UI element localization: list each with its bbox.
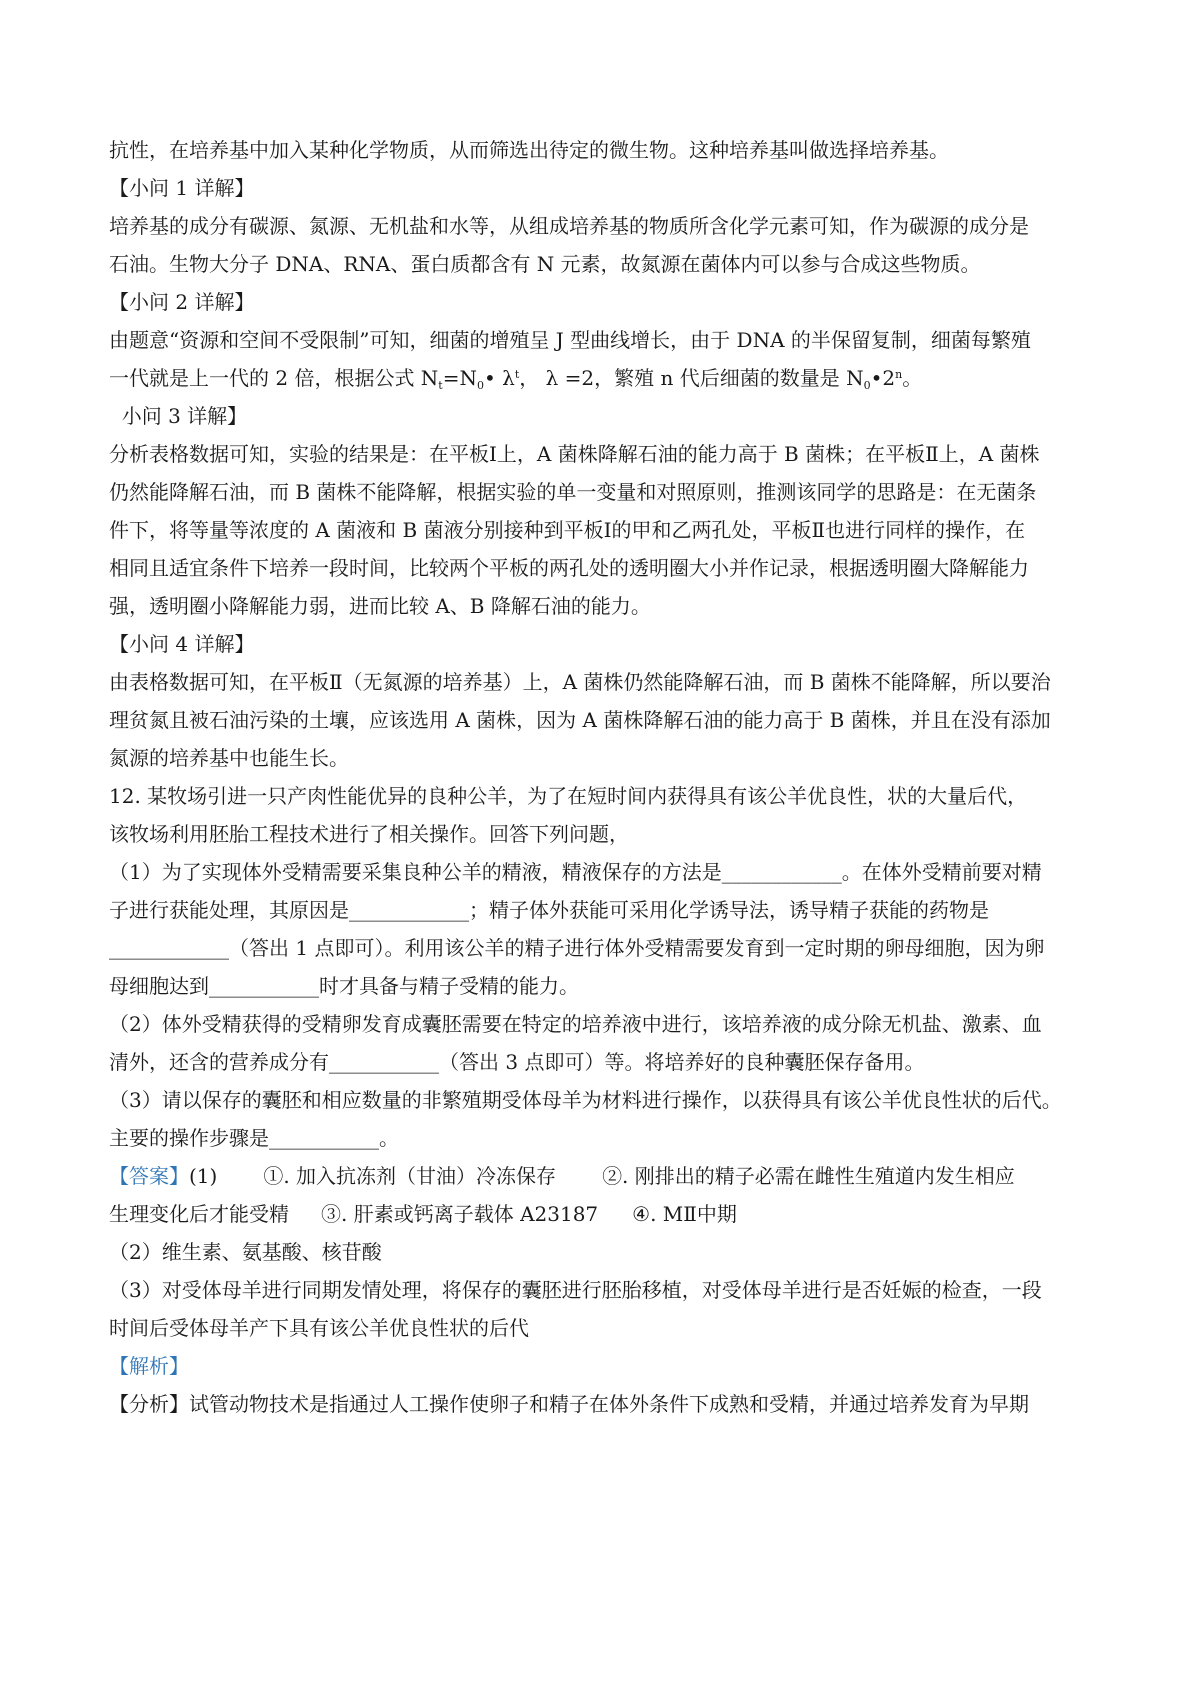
- question-part-2: 清外，还含的营养成分有___________（答出 3 点即可）等。将培养好的良种囊胚保存备用。: [109, 1050, 925, 1074]
- text-line: 由表格数据可知，在平板Ⅱ（无氮源的培养基）上，A 菌株仍然能降解石油，而 B 菌株不能降解，所以要治: [109, 670, 1051, 694]
- answer-part-3: （3）对受体母羊进行同期发情处理，将保存的囊胚进行胚胎移植，对受体母羊进行是否妊娠的检查，一段: [109, 1278, 1042, 1302]
- answer-label: 【答案】: [109, 1164, 189, 1188]
- subscript: t: [438, 379, 443, 392]
- section-heading: 【小问 2 详解】: [109, 290, 255, 314]
- analysis-label: 【解析】: [109, 1354, 189, 1378]
- text-line: 石油。生物大分子 DNA、RNA、蛋白质都含有 N 元素，故氮源在菌体内可以参与合成这些物质。: [109, 252, 981, 276]
- answer-line: [109, 1199, 1109, 1229]
- answer-item-3: ③. 肝素或钙离子载体 A23187: [321, 1202, 599, 1226]
- question-stem: 该牧场利用胚胎工程技术进行了相关操作。回答下列问题，: [109, 822, 629, 846]
- analysis-text: 【分析】试管动物技术是指通过人工操作使卵子和精子在体外条件下成熟和受精，并通过培养发育为早期: [109, 1392, 1029, 1416]
- text-line: 培养基的成分有碳源、氮源、无机盐和水等，从组成培养基的物质所含化学元素可知，作为碳源的成分是: [109, 214, 1029, 238]
- question-stem: 12. 某牧场引进一只产肉性能优异的良种公羊，为了在短时间内获得具有该公羊优良性，状的大量后代，: [109, 784, 1028, 808]
- text-line: 抗性，在培养基中加入某种化学物质，从而筛选出待定的微生物。这种培养基叫做选择培养基。: [109, 138, 949, 162]
- text-line: 相同且适宜条件下培养一段时间，比较两个平板的两孔处的透明圈大小并作记录，根据透明圈大降解能力: [109, 556, 1029, 580]
- text-line: 由题意“资源和空间不受限制”可知，细菌的增殖呈 J 型曲线增长，由于 DNA 的半保留复制，细菌每繁殖: [109, 328, 1031, 352]
- question-part-1: 子进行获能处理，其原因是____________；精子体外获能可采用化学诱导法，诱导精子获能的药物是: [109, 898, 989, 922]
- answer-part-3: 时间后受体母羊产下具有该公羊优良性状的后代: [109, 1316, 529, 1340]
- subscript: 0: [863, 379, 871, 392]
- text-line: 强，透明圈小降解能力弱，进而比较 A、B 降解石油的能力。: [109, 594, 651, 618]
- formula-text: 。: [902, 366, 923, 390]
- formula-text: =N: [442, 366, 477, 390]
- text-line: 理贫氮且被石油污染的土壤，应该选用 A 菌株，因为 A 菌株降解石油的能力高于 B 菌株，并且在没有添加: [109, 708, 1051, 732]
- question-part-1: ____________（答出 1 点即可）。利用该公羊的精子进行体外受精需要发育到一定时期的卵母细胞，因为卵: [109, 936, 1045, 960]
- text-line: 件下，将等量等浓度的 A 菌液和 B 菌液分别接种到平板Ⅰ的甲和乙两孔处，平板Ⅱ也进行同样的操作，在: [109, 518, 1026, 542]
- text-line: 分析表格数据可知，实验的结果是：在平板Ⅰ上，A 菌株降解石油的能力高于 B 菌株；在平板Ⅱ上，A 菌株: [109, 442, 1040, 466]
- answer-part-2: （2）维生素、氨基酸、核苷酸: [109, 1240, 382, 1264]
- question-part-2: （2）体外受精获得的受精卵发育成囊胚需要在特定的培养液中进行，该培养液的成分除无机盐、激素、血: [109, 1012, 1042, 1036]
- superscript: t: [514, 368, 520, 381]
- text-line: 氮源的培养基中也能生长。: [109, 746, 349, 770]
- question-part-1: 母细胞达到___________时才具备与精子受精的能力。: [109, 974, 579, 998]
- answer-item-2: ②. 刚排出的精子必需在雌性生殖道内发生相应: [602, 1164, 1015, 1188]
- answer-item-4: ④. MⅡ中期: [632, 1202, 737, 1226]
- formula-line: [109, 363, 1109, 393]
- answer-item-2-continued: 生理变化后才能受精: [109, 1202, 289, 1226]
- answer-item-1: ①. 加入抗冻剂（甘油）冷冻保存: [263, 1164, 557, 1188]
- answer-line: [109, 1161, 1109, 1191]
- answer-part-number: (1): [189, 1164, 218, 1188]
- formula-text: •2: [870, 366, 896, 390]
- superscript: n: [895, 368, 903, 381]
- formula-text: • λ: [483, 366, 515, 390]
- formula-text: 一代就是上一代的 2 倍，根据公式 N: [109, 366, 439, 390]
- question-part-3: 主要的操作步骤是___________。: [109, 1126, 399, 1150]
- formula-text: ， λ =2，繁殖 n 代后细菌的数量是 N: [519, 366, 864, 390]
- section-heading: 【小问 4 详解】: [109, 632, 255, 656]
- section-heading: 小问 3 详解】: [109, 404, 248, 428]
- text-line: 仍然能降解石油，而 B 菌株不能降解，根据实验的单一变量和对照原则，推测该同学的思路是：在无菌条: [109, 480, 1037, 504]
- subscript: 0: [476, 379, 484, 392]
- question-part-1: （1）为了实现体外受精需要采集良种公羊的精液，精液保存的方法是____________。在体外受精前要对精: [109, 860, 1042, 884]
- section-heading: 【小问 1 详解】: [109, 176, 255, 200]
- question-part-3: （3）请以保存的囊胚和相应数量的非繁殖期受体母羊为材料进行操作，以获得具有该公羊优良性状的后代。: [109, 1088, 1062, 1112]
